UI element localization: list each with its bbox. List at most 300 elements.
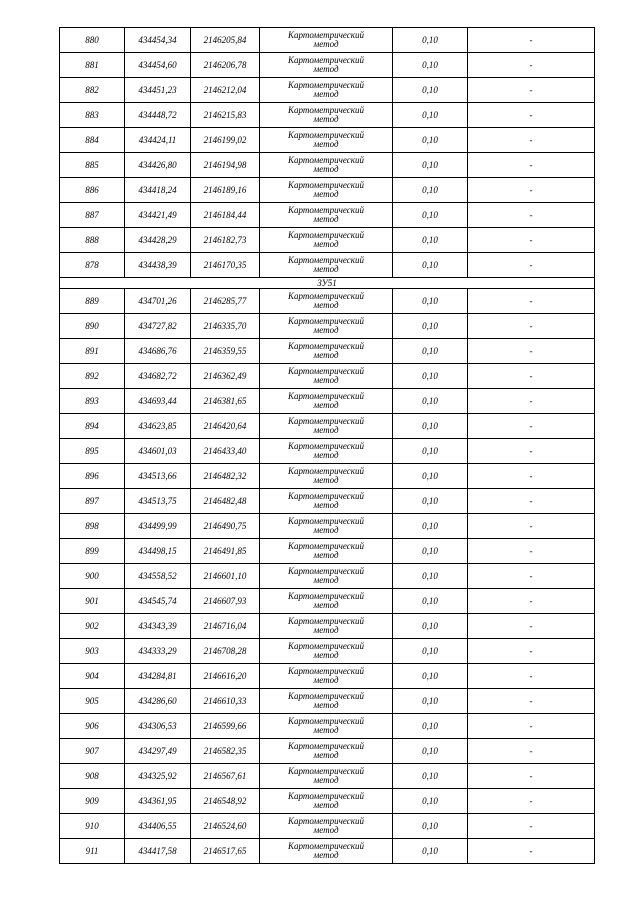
- table-row: [60, 78, 595, 103]
- method-line-1: Картометрический: [287, 716, 364, 726]
- accuracy-cell: 0,10: [393, 28, 468, 53]
- y-coordinate-cell: 2146206,78: [191, 53, 260, 78]
- note-cell: -: [468, 564, 595, 589]
- table-row: [60, 128, 595, 153]
- table-row: [60, 664, 595, 689]
- method-line-1: Картометрический: [287, 155, 364, 165]
- y-coordinate-cell: 2146381,65: [191, 389, 260, 414]
- accuracy-cell: 0,10: [393, 389, 468, 414]
- y-coordinate-cell: 2146362,49: [191, 364, 260, 389]
- table-row: [60, 814, 595, 839]
- table-row: [60, 764, 595, 789]
- method-line-1: Картометрический: [287, 791, 364, 801]
- method-line-2: метод: [313, 750, 339, 760]
- point-number-cell: 886: [60, 178, 125, 203]
- point-number-cell: 878: [60, 253, 125, 278]
- method-line-1: Картометрический: [287, 391, 364, 401]
- x-coordinate-cell: 434701,26: [125, 289, 191, 314]
- method-line-1: Картометрический: [287, 255, 364, 265]
- method-cell: [260, 614, 393, 639]
- method-line-1: Картометрический: [287, 841, 364, 851]
- table-row: [60, 228, 595, 253]
- x-coordinate-cell: 434686,76: [125, 339, 191, 364]
- point-number-cell: 895: [60, 439, 125, 464]
- point-number-cell: 904: [60, 664, 125, 689]
- accuracy-cell: 0,10: [393, 564, 468, 589]
- x-coordinate-cell: 434438,39: [125, 253, 191, 278]
- method-cell: [260, 28, 393, 53]
- method-cell: [260, 314, 393, 339]
- method-cell: [260, 664, 393, 689]
- method-cell: [260, 464, 393, 489]
- point-number-cell: 890: [60, 314, 125, 339]
- method-line-1: Картометрический: [287, 566, 364, 576]
- note-cell: -: [468, 389, 595, 414]
- method-line-2: метод: [313, 425, 339, 435]
- x-coordinate-cell: 434545,74: [125, 589, 191, 614]
- note-cell: -: [468, 53, 595, 78]
- method-cell: [260, 103, 393, 128]
- method-line-2: метод: [313, 375, 339, 385]
- y-coordinate-cell: 2146490,75: [191, 514, 260, 539]
- note-cell: -: [468, 314, 595, 339]
- accuracy-cell: 0,10: [393, 78, 468, 103]
- y-coordinate-cell: 2146548,92: [191, 789, 260, 814]
- x-coordinate-cell: 434286,60: [125, 689, 191, 714]
- method-line-2: метод: [313, 700, 339, 710]
- method-line-1: Картометрический: [287, 516, 364, 526]
- y-coordinate-cell: 2146607,93: [191, 589, 260, 614]
- table-row: [60, 839, 595, 864]
- accuracy-cell: 0,10: [393, 414, 468, 439]
- y-coordinate-cell: 2146567,61: [191, 764, 260, 789]
- x-coordinate-cell: 434499,99: [125, 514, 191, 539]
- zone-label: ЗУ51: [60, 278, 595, 289]
- point-number-cell: 880: [60, 28, 125, 53]
- point-number-cell: 898: [60, 514, 125, 539]
- method-cell: [260, 253, 393, 278]
- method-line-2: метод: [313, 214, 339, 224]
- method-line-2: метод: [313, 39, 339, 49]
- x-coordinate-cell: 434333,29: [125, 639, 191, 664]
- point-number-cell: 907: [60, 739, 125, 764]
- accuracy-cell: 0,10: [393, 689, 468, 714]
- method-line-1: Картометрический: [287, 741, 364, 751]
- table-row: [60, 178, 595, 203]
- method-line-1: Картометрический: [287, 666, 364, 676]
- method-line-1: Картометрический: [287, 441, 364, 451]
- accuracy-cell: 0,10: [393, 339, 468, 364]
- table-row: [60, 789, 595, 814]
- accuracy-cell: 0,10: [393, 789, 468, 814]
- table-row: [60, 103, 595, 128]
- accuracy-cell: 0,10: [393, 464, 468, 489]
- method-line-1: Картометрический: [287, 366, 364, 376]
- method-cell: [260, 564, 393, 589]
- note-cell: -: [468, 639, 595, 664]
- note-cell: -: [468, 103, 595, 128]
- point-number-cell: 901: [60, 589, 125, 614]
- x-coordinate-cell: 434451,23: [125, 78, 191, 103]
- x-coordinate-cell: 434448,72: [125, 103, 191, 128]
- point-number-cell: 885: [60, 153, 125, 178]
- accuracy-cell: 0,10: [393, 614, 468, 639]
- method-line-2: метод: [313, 625, 339, 635]
- point-number-cell: 897: [60, 489, 125, 514]
- accuracy-cell: 0,10: [393, 664, 468, 689]
- point-number-cell: 883: [60, 103, 125, 128]
- method-cell: [260, 78, 393, 103]
- method-cell: [260, 414, 393, 439]
- method-line-1: Картометрический: [287, 130, 364, 140]
- note-cell: -: [468, 128, 595, 153]
- method-cell: [260, 203, 393, 228]
- note-cell: -: [468, 614, 595, 639]
- x-coordinate-cell: 434361,95: [125, 789, 191, 814]
- method-cell: [260, 589, 393, 614]
- zone-header-row: [60, 278, 595, 289]
- method-line-1: Картометрический: [287, 291, 364, 301]
- method-cell: [260, 689, 393, 714]
- method-line-1: Картометрический: [287, 30, 364, 40]
- y-coordinate-cell: 2146716,04: [191, 614, 260, 639]
- method-line-2: метод: [313, 800, 339, 810]
- accuracy-cell: 0,10: [393, 314, 468, 339]
- accuracy-cell: 0,10: [393, 364, 468, 389]
- method-cell: [260, 339, 393, 364]
- method-cell: [260, 839, 393, 864]
- x-coordinate-cell: 434284,81: [125, 664, 191, 689]
- y-coordinate-cell: 2146189,16: [191, 178, 260, 203]
- table-row: [60, 539, 595, 564]
- x-coordinate-cell: 434428,29: [125, 228, 191, 253]
- accuracy-cell: 0,10: [393, 764, 468, 789]
- accuracy-cell: 0,10: [393, 739, 468, 764]
- method-line-2: метод: [313, 114, 339, 124]
- point-number-cell: 882: [60, 78, 125, 103]
- note-cell: -: [468, 78, 595, 103]
- y-coordinate-cell: 2146194,98: [191, 153, 260, 178]
- y-coordinate-cell: 2146616,20: [191, 664, 260, 689]
- note-cell: -: [468, 253, 595, 278]
- point-number-cell: 892: [60, 364, 125, 389]
- point-number-cell: 891: [60, 339, 125, 364]
- method-line-1: Картометрический: [287, 591, 364, 601]
- x-coordinate-cell: 434454,60: [125, 53, 191, 78]
- point-number-cell: 906: [60, 714, 125, 739]
- method-line-1: Картометрический: [287, 541, 364, 551]
- method-cell: [260, 539, 393, 564]
- method-line-2: метод: [313, 575, 339, 585]
- x-coordinate-cell: 434513,66: [125, 464, 191, 489]
- note-cell: -: [468, 203, 595, 228]
- method-line-1: Картометрический: [287, 766, 364, 776]
- y-coordinate-cell: 2146610,33: [191, 689, 260, 714]
- method-line-2: метод: [313, 450, 339, 460]
- y-coordinate-cell: 2146359,55: [191, 339, 260, 364]
- method-cell: [260, 714, 393, 739]
- table-row: [60, 389, 595, 414]
- x-coordinate-cell: 434601,03: [125, 439, 191, 464]
- y-coordinate-cell: 2146184,44: [191, 203, 260, 228]
- accuracy-cell: 0,10: [393, 589, 468, 614]
- table-row: [60, 739, 595, 764]
- x-coordinate-cell: 434325,92: [125, 764, 191, 789]
- x-coordinate-cell: 434418,24: [125, 178, 191, 203]
- y-coordinate-cell: 2146199,02: [191, 128, 260, 153]
- note-cell: -: [468, 739, 595, 764]
- method-line-2: метод: [313, 89, 339, 99]
- point-number-cell: 887: [60, 203, 125, 228]
- method-line-1: Картометрический: [287, 616, 364, 626]
- accuracy-cell: 0,10: [393, 539, 468, 564]
- accuracy-cell: 0,10: [393, 839, 468, 864]
- table-row: [60, 364, 595, 389]
- x-coordinate-cell: 434421,49: [125, 203, 191, 228]
- point-number-cell: 899: [60, 539, 125, 564]
- y-coordinate-cell: 2146482,32: [191, 464, 260, 489]
- method-cell: [260, 364, 393, 389]
- accuracy-cell: 0,10: [393, 253, 468, 278]
- point-number-cell: 896: [60, 464, 125, 489]
- accuracy-cell: 0,10: [393, 639, 468, 664]
- method-cell: [260, 289, 393, 314]
- x-coordinate-cell: 434343,39: [125, 614, 191, 639]
- method-line-2: метод: [313, 350, 339, 360]
- method-cell: [260, 389, 393, 414]
- note-cell: -: [468, 539, 595, 564]
- note-cell: -: [468, 414, 595, 439]
- method-line-2: метод: [313, 139, 339, 149]
- y-coordinate-cell: 2146601,10: [191, 564, 260, 589]
- method-line-1: Картометрический: [287, 466, 364, 476]
- accuracy-cell: 0,10: [393, 153, 468, 178]
- method-line-1: Картометрический: [287, 341, 364, 351]
- method-line-2: метод: [313, 525, 339, 535]
- y-coordinate-cell: 2146517,65: [191, 839, 260, 864]
- table-row: [60, 289, 595, 314]
- note-cell: -: [468, 664, 595, 689]
- x-coordinate-cell: 434454,34: [125, 28, 191, 53]
- point-number-cell: 909: [60, 789, 125, 814]
- y-coordinate-cell: 2146170,35: [191, 253, 260, 278]
- y-coordinate-cell: 2146212,04: [191, 78, 260, 103]
- y-coordinate-cell: 2146433,40: [191, 439, 260, 464]
- note-cell: -: [468, 178, 595, 203]
- accuracy-cell: 0,10: [393, 289, 468, 314]
- method-line-2: метод: [313, 500, 339, 510]
- coordinates-table: [59, 27, 595, 864]
- method-cell: [260, 789, 393, 814]
- x-coordinate-cell: 434426,80: [125, 153, 191, 178]
- method-line-1: Картометрический: [287, 416, 364, 426]
- method-cell: [260, 489, 393, 514]
- point-number-cell: 908: [60, 764, 125, 789]
- accuracy-cell: 0,10: [393, 203, 468, 228]
- note-cell: -: [468, 689, 595, 714]
- note-cell: -: [468, 514, 595, 539]
- method-line-2: метод: [313, 600, 339, 610]
- method-line-2: метод: [313, 239, 339, 249]
- y-coordinate-cell: 2146205,84: [191, 28, 260, 53]
- table-row: [60, 489, 595, 514]
- table-row: [60, 253, 595, 278]
- note-cell: -: [468, 228, 595, 253]
- method-line-1: Картометрический: [287, 180, 364, 190]
- point-number-cell: 881: [60, 53, 125, 78]
- y-coordinate-cell: 2146482,48: [191, 489, 260, 514]
- y-coordinate-cell: 2146420,64: [191, 414, 260, 439]
- method-line-1: Картометрический: [287, 80, 364, 90]
- method-line-2: метод: [313, 825, 339, 835]
- y-coordinate-cell: 2146599,66: [191, 714, 260, 739]
- accuracy-cell: 0,10: [393, 714, 468, 739]
- note-cell: -: [468, 814, 595, 839]
- note-cell: -: [468, 289, 595, 314]
- method-line-2: метод: [313, 650, 339, 660]
- method-cell: [260, 128, 393, 153]
- x-coordinate-cell: 434417,58: [125, 839, 191, 864]
- point-number-cell: 910: [60, 814, 125, 839]
- y-coordinate-cell: 2146708,28: [191, 639, 260, 664]
- table-row: [60, 614, 595, 639]
- method-line-2: метод: [313, 300, 339, 310]
- accuracy-cell: 0,10: [393, 53, 468, 78]
- table-row: [60, 464, 595, 489]
- x-coordinate-cell: 434424,11: [125, 128, 191, 153]
- method-line-1: Картометрический: [287, 105, 364, 115]
- method-line-2: метод: [313, 675, 339, 685]
- method-line-2: метод: [313, 725, 339, 735]
- x-coordinate-cell: 434682,72: [125, 364, 191, 389]
- method-line-2: метод: [313, 64, 339, 74]
- x-coordinate-cell: 434513,75: [125, 489, 191, 514]
- point-number-cell: 911: [60, 839, 125, 864]
- coordinates-table-body: [60, 28, 595, 864]
- note-cell: -: [468, 28, 595, 53]
- method-cell: [260, 53, 393, 78]
- method-line-1: Картометрический: [287, 55, 364, 65]
- method-cell: [260, 764, 393, 789]
- note-cell: -: [468, 464, 595, 489]
- y-coordinate-cell: 2146182,73: [191, 228, 260, 253]
- note-cell: -: [468, 364, 595, 389]
- method-cell: [260, 639, 393, 664]
- x-coordinate-cell: 434623,85: [125, 414, 191, 439]
- method-cell: [260, 814, 393, 839]
- x-coordinate-cell: 434297,49: [125, 739, 191, 764]
- table-row: [60, 714, 595, 739]
- x-coordinate-cell: 434498,15: [125, 539, 191, 564]
- table-row: [60, 53, 595, 78]
- note-cell: -: [468, 839, 595, 864]
- method-line-2: метод: [313, 550, 339, 560]
- method-line-1: Картометрический: [287, 316, 364, 326]
- method-line-1: Картометрический: [287, 691, 364, 701]
- table-row: [60, 689, 595, 714]
- note-cell: -: [468, 764, 595, 789]
- method-line-2: метод: [313, 325, 339, 335]
- table-row: [60, 514, 595, 539]
- point-number-cell: 894: [60, 414, 125, 439]
- accuracy-cell: 0,10: [393, 228, 468, 253]
- table-row: [60, 439, 595, 464]
- table-row: [60, 203, 595, 228]
- note-cell: -: [468, 789, 595, 814]
- y-coordinate-cell: 2146582,35: [191, 739, 260, 764]
- point-number-cell: 893: [60, 389, 125, 414]
- accuracy-cell: 0,10: [393, 178, 468, 203]
- method-line-1: Картометрический: [287, 230, 364, 240]
- table-row: [60, 639, 595, 664]
- method-line-2: метод: [313, 775, 339, 785]
- method-line-2: метод: [313, 189, 339, 199]
- method-cell: [260, 739, 393, 764]
- table-row: [60, 414, 595, 439]
- note-cell: -: [468, 589, 595, 614]
- method-line-2: метод: [313, 164, 339, 174]
- table-row: [60, 314, 595, 339]
- table-row: [60, 339, 595, 364]
- table-row: [60, 564, 595, 589]
- x-coordinate-cell: 434693,44: [125, 389, 191, 414]
- point-number-cell: 884: [60, 128, 125, 153]
- accuracy-cell: 0,10: [393, 128, 468, 153]
- x-coordinate-cell: 434727,82: [125, 314, 191, 339]
- y-coordinate-cell: 2146335,70: [191, 314, 260, 339]
- point-number-cell: 903: [60, 639, 125, 664]
- method-cell: [260, 153, 393, 178]
- method-line-1: Картометрический: [287, 491, 364, 501]
- method-cell: [260, 178, 393, 203]
- point-number-cell: 889: [60, 289, 125, 314]
- y-coordinate-cell: 2146491,85: [191, 539, 260, 564]
- accuracy-cell: 0,10: [393, 514, 468, 539]
- accuracy-cell: 0,10: [393, 489, 468, 514]
- method-cell: [260, 439, 393, 464]
- x-coordinate-cell: 434558,52: [125, 564, 191, 589]
- table-row: [60, 589, 595, 614]
- method-cell: [260, 228, 393, 253]
- accuracy-cell: 0,10: [393, 814, 468, 839]
- accuracy-cell: 0,10: [393, 103, 468, 128]
- accuracy-cell: 0,10: [393, 439, 468, 464]
- method-line-2: метод: [313, 850, 339, 860]
- method-line-1: Картометрический: [287, 641, 364, 651]
- point-number-cell: 888: [60, 228, 125, 253]
- note-cell: -: [468, 153, 595, 178]
- method-line-1: Картометрический: [287, 205, 364, 215]
- note-cell: -: [468, 489, 595, 514]
- table-row: [60, 153, 595, 178]
- point-number-cell: 902: [60, 614, 125, 639]
- note-cell: -: [468, 339, 595, 364]
- y-coordinate-cell: 2146215,83: [191, 103, 260, 128]
- note-cell: -: [468, 439, 595, 464]
- method-line-1: Картометрический: [287, 816, 364, 826]
- table-row: [60, 28, 595, 53]
- x-coordinate-cell: 434406,55: [125, 814, 191, 839]
- method-line-2: метод: [313, 475, 339, 485]
- point-number-cell: 905: [60, 689, 125, 714]
- method-cell: [260, 514, 393, 539]
- x-coordinate-cell: 434306,53: [125, 714, 191, 739]
- y-coordinate-cell: 2146524,60: [191, 814, 260, 839]
- note-cell: -: [468, 714, 595, 739]
- method-line-2: метод: [313, 264, 339, 274]
- y-coordinate-cell: 2146285,77: [191, 289, 260, 314]
- method-line-2: метод: [313, 400, 339, 410]
